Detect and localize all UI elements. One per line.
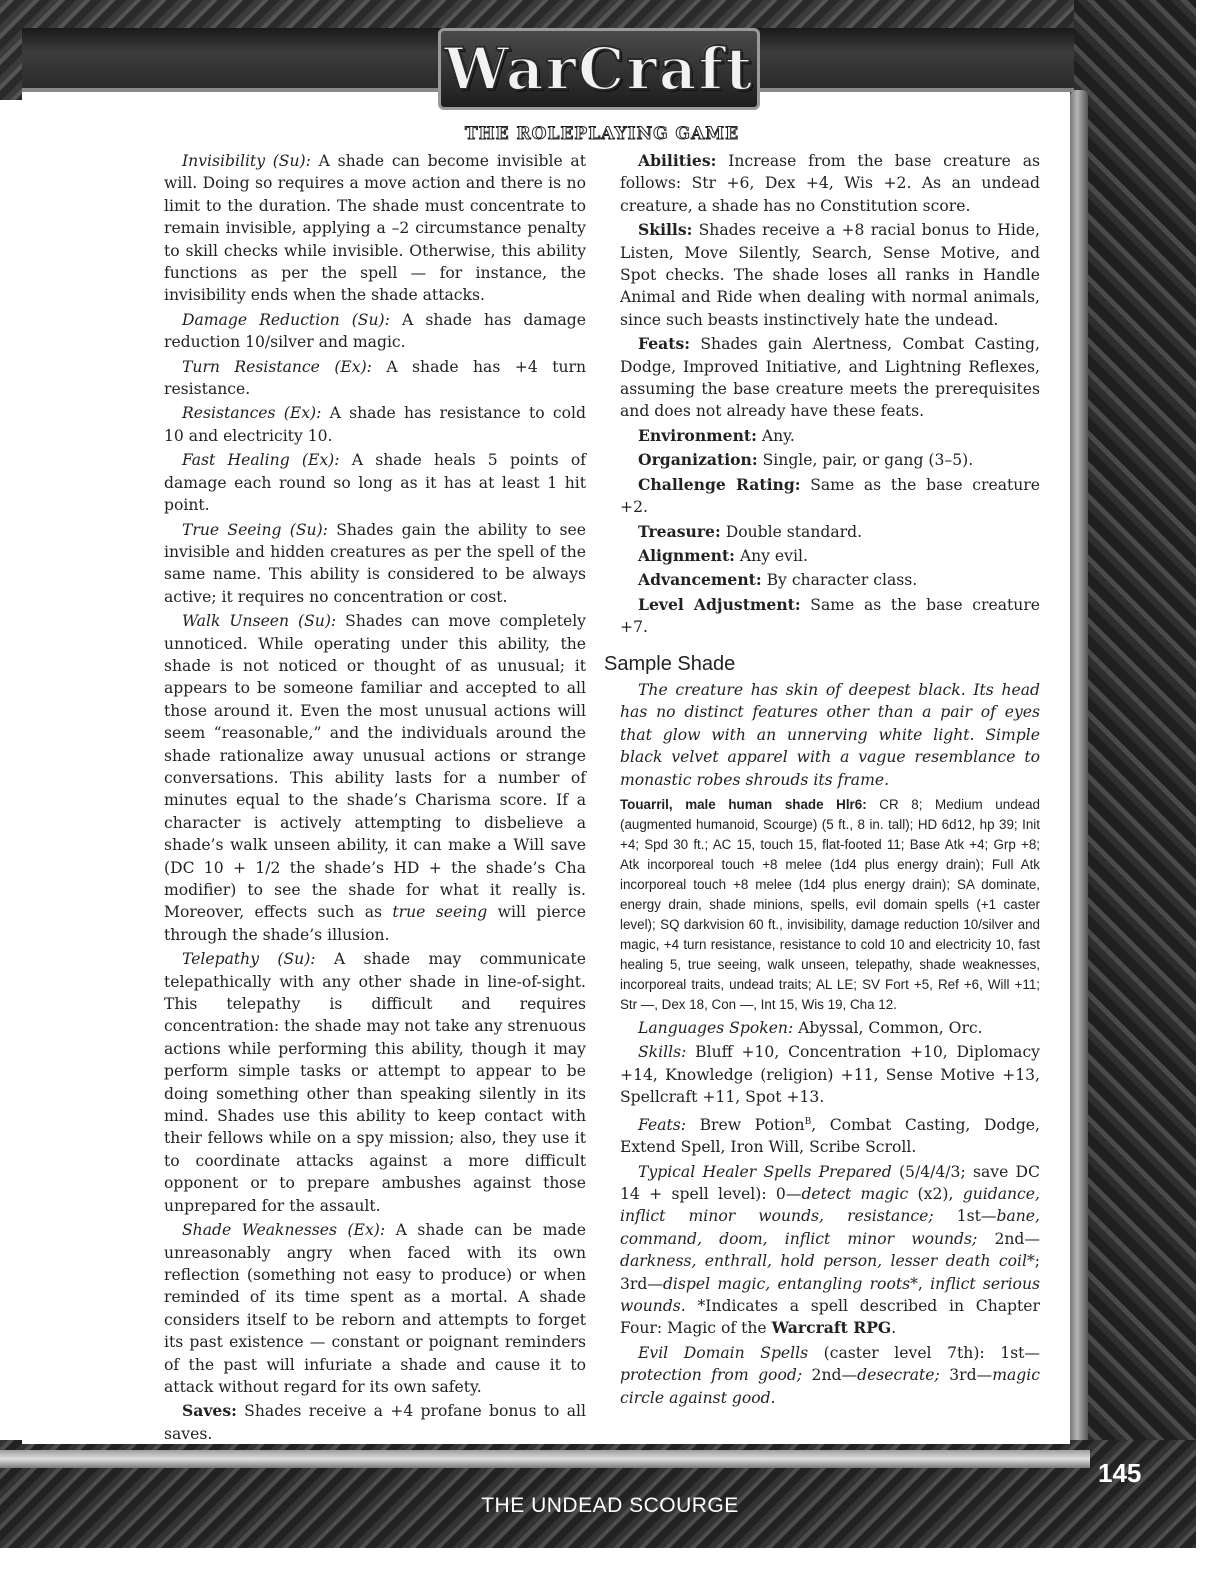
chapter-title: THE UNDEAD SCOURGE <box>481 1494 739 1517</box>
warcraft-logo <box>438 28 760 144</box>
stat-block: Touarril, male human shade Hlr6: CR 8; Medium undead (augmented humanoid, Scourge) (5 ft., 8 in. tall); HD 6d12, hp 39; Init +4; Spd 30 ft.; AC 15, touch 15, flat-footed 11; Base Atk +4; Grp +8; Atk incorporeal touch +8 melee (1d4 plus energy drain); Full Atk incorporeal touch +8 melee (1d4 plus energy drain); SA dominate, energy drain, shade minions, spells, evil domain spells (+1 caster level); SQ darkvision 60 ft., invisibility, damage reduction 10/silver and magic, +4 turn resistance, resistance to cold 10 and electricity 10, fast healing 5, true seeing, walk unseen, telepathy, shade weaknesses, incorporeal traits, undead traits; AL LE; SV Fort +5, Ref +6, Will +11; Str —, Dex 18, Con —, Int 15, Wis 19, Cha 12. <box>620 796 1040 1012</box>
paragraph-spells-prepared: Typical Healer Spells Prepared (5/4/4/3; save DC 14 + spell level): 0—detect magic (x2), guidance, inflict minor wounds, resistance; 1st—bane, command, doom, inflict minor wounds; 2nd—darkness, enthrall, hold person, lesser death coil*; 3rd—dispel magic, entangling roots*, inflict serious wounds. *Indicates a spell described in Chapter Four: Magic of the Warcraft RPG. <box>620 1162 1040 1338</box>
line-languages: Languages Spoken: Abyssal, Common, Orc. <box>638 1018 983 1037</box>
paragraph-feats: Feats: Shades gain Alertness, Combat Casting, Dodge, Improved Initiative, and Lightning Reflexes, assuming the base creature meets the prerequisites and does not already have these feats. <box>620 334 1040 421</box>
line-feats: Feats: Brew Potion$^B$, Combat Casting, Dodge, Extend Spell, Iron Will, Scribe Scroll. <box>620 1115 1040 1157</box>
paragraph-turn-resistance: Turn Resistance (Ex): A shade has +4 turn resistance. <box>164 357 586 399</box>
paragraph-true-seeing: True Seeing (Su): Shades gain the ability to see invisible and hidden creatures as per the spell of the same name. This ability is considered to be always active; it requires no concentration or cost. <box>164 520 586 606</box>
logo-subtitle: THE ROLEPLAYING GAME <box>464 124 740 144</box>
page-margin-bottom <box>0 1548 1224 1584</box>
paragraph-telepathy: Telepathy (Su): A shade may communicate telepathically with any other shade in line-of-sight. This telepathy is difficult and requires concentration: the shade may not take any strenuous actions while performing this ability, though it may perform simple tasks or attempt to appear to be doing something other than speaking silently in its mind. Shades use this ability to keep contact with their fellows while on a spy mission; also, they use it to coordinate attacks against a more difficult opponent or to prepare ambushes against those unprepared for the assault. <box>164 950 586 1215</box>
section-heading-sample-shade: Sample Shade <box>604 652 736 675</box>
line-environment: Environment: Any. <box>638 425 795 445</box>
paragraph-invisibility: Invisibility (Su): A shade can become invisible at will. Doing so requires a move action and there is no limit to the duration. The shade must concentrate to remain invisible, applying a –2 circumstance penalty to skill checks while invisible. Otherwise, this ability functions as per the spell — for instance, the invisibility ends when the shade attacks. <box>164 152 586 305</box>
line-treasure: Treasure: Double standard. <box>638 521 863 541</box>
paragraph-saves: Saves: Shades receive a +4 profane bonus to all saves. <box>164 1401 586 1443</box>
line-skills: Skills: Bluff +10, Concentration +10, Diplomacy +14, Knowledge (religion) +11, Sense Motive +13, Spellcraft +11, Spot +13. <box>620 1043 1040 1107</box>
paragraph-walk-unseen: Walk Unseen (Su): Shades can move completely unnoticed. While operating under this ability, the shade is not noticed or thought of as unusual; it appears to be someone familiar and accepted to all those around it. Even the most unusual actions will seem “reasonable,” and the individuals around the shade rationalize away unusual actions or strange conversations. This ability lasts for a number of minutes equal to the shade’s Charisma score. If a character is actively attempting to disbelieve a shade’s walk unseen ability, it can make a Will save (DC 10 + 1/2 the shade’s HD + the shade’s Cha modifier) to see the shade for what it really is. Moreover, effects such as true seeing will pierce through the shade’s illusion. <box>164 612 586 944</box>
paragraph-fast-healing: Fast Healing (Ex): A shade heals 5 points of damage each round so long as it has at least 1 hit point. <box>164 451 586 515</box>
paragraph-damage-reduction: Damage Reduction (Su): A shade has damage reduction 10/silver and magic. <box>164 310 586 352</box>
page-margin-right <box>1196 0 1224 1584</box>
flavor-text: The creature has skin of deepest black. Its head has no distinct features other than a pair of eyes that glow with an unnerving white light. Simple black velvet apparel with a vague resemblance to monastic robes shrouds its frame. <box>620 680 1040 789</box>
paragraph-resistances: Resistances (Ex): A shade has resistance to cold 10 and electricity 10. <box>164 404 587 445</box>
paragraph-skills: Skills: Shades receive a +8 racial bonus to Hide, Listen, Move Silently, Search, Sense Motive, and Spot checks. The shade loses all ranks in Handle Animal and Ride when dealing with normal animals, since such beasts instinctively hate the undead. <box>620 220 1040 329</box>
left-column <box>164 150 586 1445</box>
paragraph-evil-domain-spells: Evil Domain Spells (caster level 7th): 1st—protection from good; 2nd—desecrate; 3rd—magic circle against good. <box>620 1343 1040 1407</box>
logo-text: WarCraft <box>438 28 760 110</box>
paragraph-shade-weaknesses: Shade Weaknesses (Ex): A shade can be made unreasonably angry when faced with its own reflection (something not easy to produce) or when reminded of its time spent as a mortal. A shade considers itself to be reborn and attempts to forget its past existence — constant or poignant reminders of the past will infuriate a shade and cause it to attack without regard for its own safety. <box>164 1221 586 1396</box>
page-number: 145 <box>1098 1458 1142 1488</box>
line-level-adjustment: Level Adjustment: Same as the base creature +7. <box>620 594 1040 637</box>
right-border-trim <box>1070 90 1088 1450</box>
line-alignment: Alignment: Any evil. <box>638 545 808 565</box>
line-challenge-rating: Challenge Rating: Same as the base creature +2. <box>620 474 1040 517</box>
line-organization: Organization: Single, pair, or gang (3–5). <box>638 450 974 470</box>
right-column <box>604 150 1040 1409</box>
paragraph-abilities: Abilities: Increase from the base creature as follows: Str +6, Dex +4, Wis +2. As an undead creature, a shade has no Constitution score. <box>620 151 1040 215</box>
line-advancement: Advancement: By character class. <box>638 570 918 590</box>
bottom-border-trim <box>0 1450 1090 1468</box>
